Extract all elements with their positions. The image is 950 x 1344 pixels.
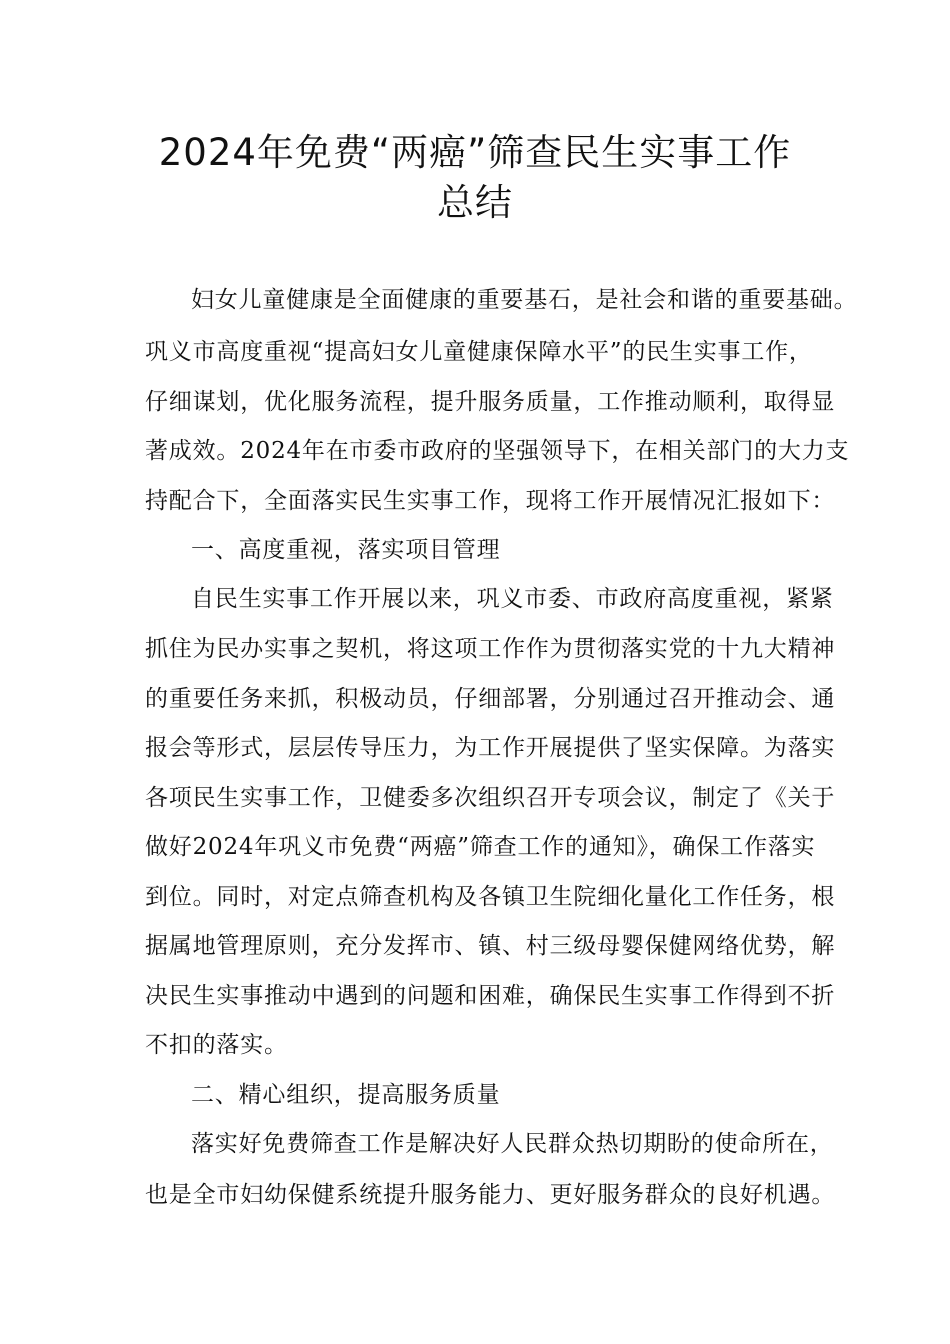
document-title-line-2: 总结 xyxy=(437,181,513,224)
paragraph-line: 巩义市高度重视“提高妇女儿童健康保障水平”的民生实事工作， xyxy=(145,339,813,365)
section-heading: 一、高度重视，落实项目管理 xyxy=(191,537,501,563)
paragraph-line: 做好2024年巩义市免费“两癌”筛查工作的通知》，确保工作落实 xyxy=(145,834,816,860)
paragraph-line: 各项民生实事工作，卫健委多次组织召开专项会议，制定了《关于 xyxy=(145,785,836,811)
document-title-line-1: 2024年免费“两癌”筛查民生实事工作 xyxy=(158,131,792,174)
paragraph-line: 据属地管理原则，充分发挥市、镇、村三级母婴保健网络优势，解 xyxy=(145,933,836,959)
paragraph-line: 仔细谋划，优化服务流程，提升服务质量，工作推动顺利，取得显 xyxy=(145,389,836,415)
paragraph-line: 抓住为民办实事之契机，将这项工作作为贯彻落实党的十九大精神 xyxy=(145,636,836,662)
paragraph-line: 决民生实事推动中遇到的问题和困难，确保民生实事工作得到不折 xyxy=(145,983,836,1009)
paragraph-line: 的重要任务来抓，积极动员，仔细部署，分别通过召开推动会、通 xyxy=(145,686,836,712)
paragraph-line: 也是全市妇幼保健系统提升服务能力、更好服务群众的良好机遇。 xyxy=(145,1182,836,1208)
paragraph-line: 不扣的落实。 xyxy=(145,1032,288,1058)
paragraph-line: 妇女儿童健康是全面健康的重要基石，是社会和谐的重要基础。 xyxy=(191,287,858,313)
paragraph-line: 落实好免费筛查工作是解决好人民群众热切期盼的使命所在， xyxy=(191,1131,834,1157)
paragraph-line: 到位。同时，对定点筛查机构及各镇卫生院细化量化工作任务，根 xyxy=(145,884,836,910)
paragraph-line: 自民生实事工作开展以来，巩义市委、市政府高度重视，紧紧 xyxy=(191,586,834,612)
paragraph-line: 著成效。2024年在市委市政府的坚强领导下，在相关部门的大力支 xyxy=(145,438,850,464)
paragraph-line: 报会等形式，层层传导压力，为工作开展提供了坚实保障。为落实 xyxy=(145,735,836,761)
section-heading: 二、精心组织，提高服务质量 xyxy=(191,1082,501,1108)
paragraph-line: 持配合下，全面落实民生实事工作，现将工作开展情况汇报如下： xyxy=(145,488,836,514)
